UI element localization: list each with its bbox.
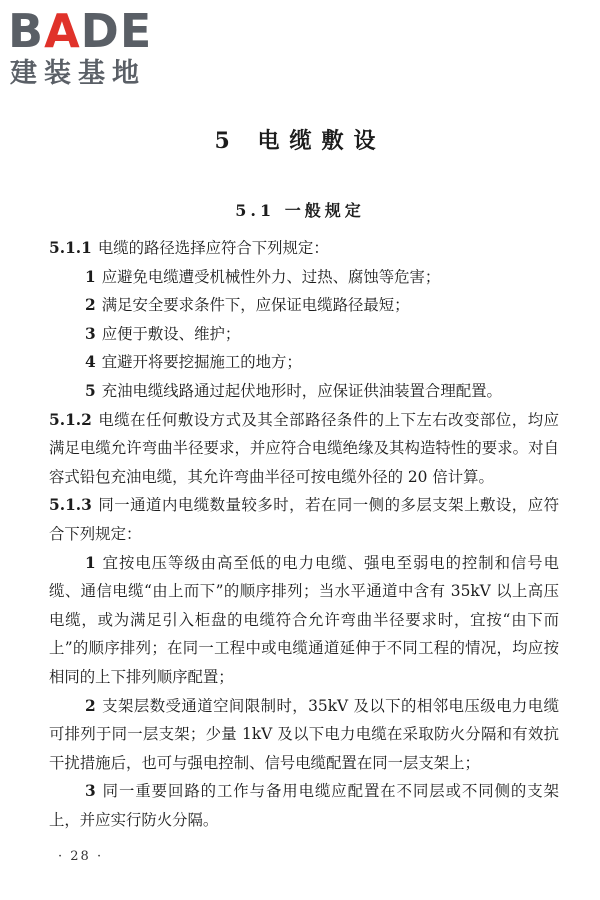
list-item: [49, 777, 559, 834]
item-text: 应避免电缆遭受机械性外力、过热、腐蚀等危害；: [101, 267, 441, 286]
item-text: 充油电缆线路通过起伏地形时，应保证供油装置合理配置。: [101, 381, 502, 400]
list-item: [49, 377, 559, 406]
list-item: [49, 692, 559, 778]
logo-wordmark: [8, 6, 152, 56]
item-number: 1: [85, 553, 96, 572]
clause-text: 同一通道内电缆数量较多时，若在同一侧的多层支架上敷设，应符合下列规定：: [49, 496, 559, 543]
document-body: [49, 234, 559, 834]
clause-text: 电缆的路径选择应符合下列规定：: [97, 239, 329, 257]
item-text: 满足安全要求条件下，应保证电缆路径最短；: [101, 296, 410, 315]
clause-number: 5.1.2: [49, 410, 92, 429]
clause-number: 5.1.3: [49, 496, 92, 515]
section-title: 5.1 一般规定: [235, 201, 365, 220]
item-number: 5: [85, 381, 96, 400]
bade-logo: [8, 6, 178, 92]
item-number: 1: [85, 267, 96, 286]
chapter-title: 5 电缆敷设: [214, 128, 386, 154]
clause-5-1-2: [49, 406, 559, 492]
item-text: 宜按电压等级由高至低的电力电缆、强电至弱电的控制和信号电缆、通信电缆“由上而下”的顺序排列；当水平通道中含有 35kV 以上高压电缆，或为满足引入柜盘的电缆符合允许弯曲半径要求时，宜按“由下而上”的顺序排列；在同一工程中或电缆通道延伸于不同工程的情况，均应按相同的上下排列顺序配置；: [49, 553, 559, 686]
list-item: [49, 549, 559, 692]
page-number: · 28 ·: [58, 849, 104, 864]
item-text: 宜避开将要挖掘施工的地方；: [101, 353, 302, 372]
list-item: [49, 320, 559, 349]
clause-5-1-1: [49, 234, 559, 263]
logo-subtitle: 建装基地: [10, 58, 146, 89]
clause-text: 电缆在任何敷设方式及其全部路径条件的上下左右改变部位，均应满足电缆允许弯曲半径要求，并应符合电缆绝缘及其构造特性的要求。对自容式铅包充油电缆，其允许弯曲半径可按电缆外径的 20 倍计算。: [49, 410, 559, 486]
logo-letters-de: DE: [80, 4, 153, 58]
logo-letter-b: B: [8, 4, 45, 58]
list-item: [49, 348, 559, 377]
item-number: 2: [85, 296, 96, 315]
item-number: 2: [85, 696, 96, 715]
clause-5-1-3: [49, 491, 559, 548]
item-text: 支架层数受通道空间限制时，35kV 及以下的相邻电压级电力电缆可排列于同一层支架；少量 1kV 及以下电力电缆在采取防火分隔和有效抗干扰措施后，也可与强电控制、信号电缆配置在同一层支架上；: [49, 696, 559, 772]
clause-number: 5.1.1: [49, 239, 92, 257]
list-item: [49, 291, 559, 320]
item-text: 应便于敷设、维护；: [101, 324, 241, 343]
logo-letter-a-accent: A: [44, 4, 81, 58]
item-number: 3: [85, 324, 96, 343]
item-text: 同一重要回路的工作与备用电缆应配置在不同层或不同侧的支架上，并应实行防火分隔。: [49, 782, 559, 829]
list-item: [49, 263, 559, 292]
item-number: 4: [85, 353, 96, 372]
item-number: 3: [85, 782, 96, 801]
